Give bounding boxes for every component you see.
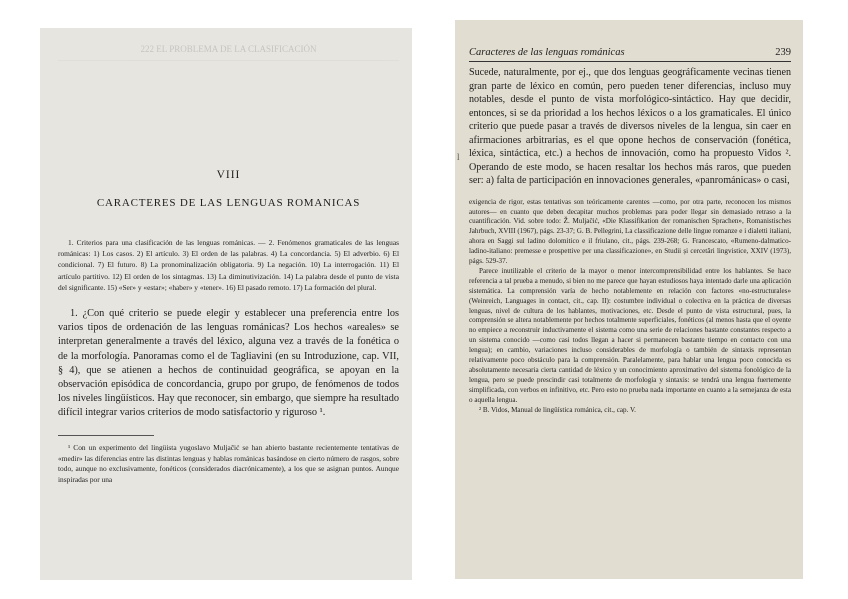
running-title: Caracteres de las lenguas románicas: [469, 47, 625, 58]
faded-running-header: 222 EL PROBLEMA DE LA CLASIFICACIÓN: [58, 38, 399, 61]
chapter-number: VIII: [216, 169, 241, 181]
footnote-continuation-paragraph: Parece inutilizable el criterio de la mayor o menor intercomprensibilidad entre los hablantes. Se hace referencia a tal prueba a menudo, si bien no me parece que hayan estudiosos haya intentado darle una aplicación sistemática. La comprensión varía de hecho notablemente en relación con factores «no-estructurales» (Weinreich, Languages in contact, cit., cap. II): costumbre individual o colectiva en la práctica de diversas lenguas, nivel de cultura de los hablantes, motivaciones, etc. Desde el punto de vista estructural, pues, la comprensión se altera notablemente por hechos totalmente superficiales, fonéticos (al menos hasta que el oyente no empiece a reconstruir inductivamente el sistema como una serie de relaciones bastante constantes respecto a un sistema conocido —como casi todos llegan a hacer si permanecen bastante tiempo en contacto con una lengua); en cambio, variaciones incluso considerables de morfología o también de sintaxis representan relativamente poco obstáculo para la comprensión. Paralelamente, para hablar una lengua poco conocida es absolutamente necesaria cierta cantidad de léxico y un conocimiento aproximativo del sistema fonológico de la lengua, pero se puede prescindir casi totalmente de morfología y sintaxis: se tendrá una lengua fuertemente simplificada, con verbos en infinitivo, etc. Pero esto no prueba nada importante en cuanto a la semejanza de esta o aquella lengua.: [469, 266, 791, 404]
right-page: [455, 20, 803, 579]
footnote: ¹ Con un experimento del lingüista yugoslavo Muljačić se han abierto bastante recientemente tentativas de «medir» las diferencias entre las distintas lenguas y hablas románicas basándose en cierto número de rasgos, sobre todo, aunque no exclusivamente, fonéticos (considerados diacrónicamente), a los que se asignan puntos. Aunque inspiradas por una: [58, 443, 399, 484]
running-header: [469, 47, 791, 62]
chapter-summary: 1. Criterios para una clasificación de las lenguas románicas. — 2. Fenómenos gramaticales de las lenguas románicas: 1) Los casos. 2) El artículo. 3) El orden de las palabras. 4) La concordancia. 5) El adverbio. 6) El condicional. 7) El futuro. 8) La pronominalización obligatoria. 9) La negación. 10) La interrogación. 11) El artículo partitivo. 12) El orden de los sintagmas. 13) La diminutivización. 14) La palabra desde el punto de vista del significante. 15) «Ser» y «estar»; «haber» y «tener». 16) El pasado remoto. 17) La formación del plural.: [58, 238, 399, 292]
margin-mark: l: [457, 152, 460, 162]
page-number: 239: [775, 47, 791, 58]
footnote: ² B. Vidos, Manual de lingüística románica, cit., cap. V.: [479, 405, 636, 414]
body-paragraph: Sucede, naturalmente, por ej., que dos lenguas geográficamente vecinas tienen gran parte de léxico en común, pero pueden tener diferencias, incluso muy notables, desde el punto de vista morfológico-sintáctico. Hay que decidir, entonces, si se da prioridad a los hechos léxicos o a los gramaticales. El único criterio que puede pasar a través de diversos niveles de la lengua, sin caer en afirmaciones arbitrarias, es el que opone hechos de conservación (fonética, léxica, sintáctica, etc.) a hechos de innovación, como ha propuesto Vidos ². Operando de este modo, se hacen resaltar los hechos más raros, que pueden ser: a) falta de participación en innovaciones generales, «panrománicas» o casi,: [469, 67, 791, 186]
chapter-title: CARACTERES DE LAS LENGUAS ROMANICAS: [96, 197, 361, 209]
footnote-divider: [58, 435, 154, 436]
footnotes: [469, 198, 791, 416]
footnote-continuation: exigencia de rigor, estas tentativas son teóricamente carentes —como, por otra parte, reconocen los mismos autores— en cuanto que deben decapitar muchos problemas para poder llegar sin demasiado retraso a la cuantificación. Vid. sobre todo: Ž. Muljačić, «Die Klassifikation der romanischen Sprachen», Romanistisches Jahrbuch, XVIII (1967), págs. 23-37; G. B. Pellegrini, La classificazione delle lingue romanze e i dialetti italiani, ahora en Saggi sul ladino dolomitico e il friulano, cit., págs. 239-268; G. Francescato, «Rumeno-dalmatico-ladino-italiano: premesse e prospettive per una classificazione», en Studii și cercetări lingvistice, XXIV (1973), págs. 529-37.: [469, 197, 791, 266]
body-paragraph: 1. ¿Con qué criterio se puede elegir y establecer una preferencia entre los varios tipos de ordenación de las lenguas románicas? Los hechos «areales» se interpretan generalmente a través del léxico, alguna vez a través de la fonética o de la morfología. Panoramas como el de Tagliavini (en su Introduzione, cap. VII, § 4), que se atienen a hechos de continuidad geográfica, se apoyan en la observación episódica de concordancia, grupo por grupo, de fenómenos de todos los niveles lingüísticos. Hay que reconocer, sin embargo, que siempre ha resultado difícil integrar varios criterios de modo satisfactorio y riguroso ¹.: [58, 308, 399, 419]
left-page: [40, 28, 412, 580]
